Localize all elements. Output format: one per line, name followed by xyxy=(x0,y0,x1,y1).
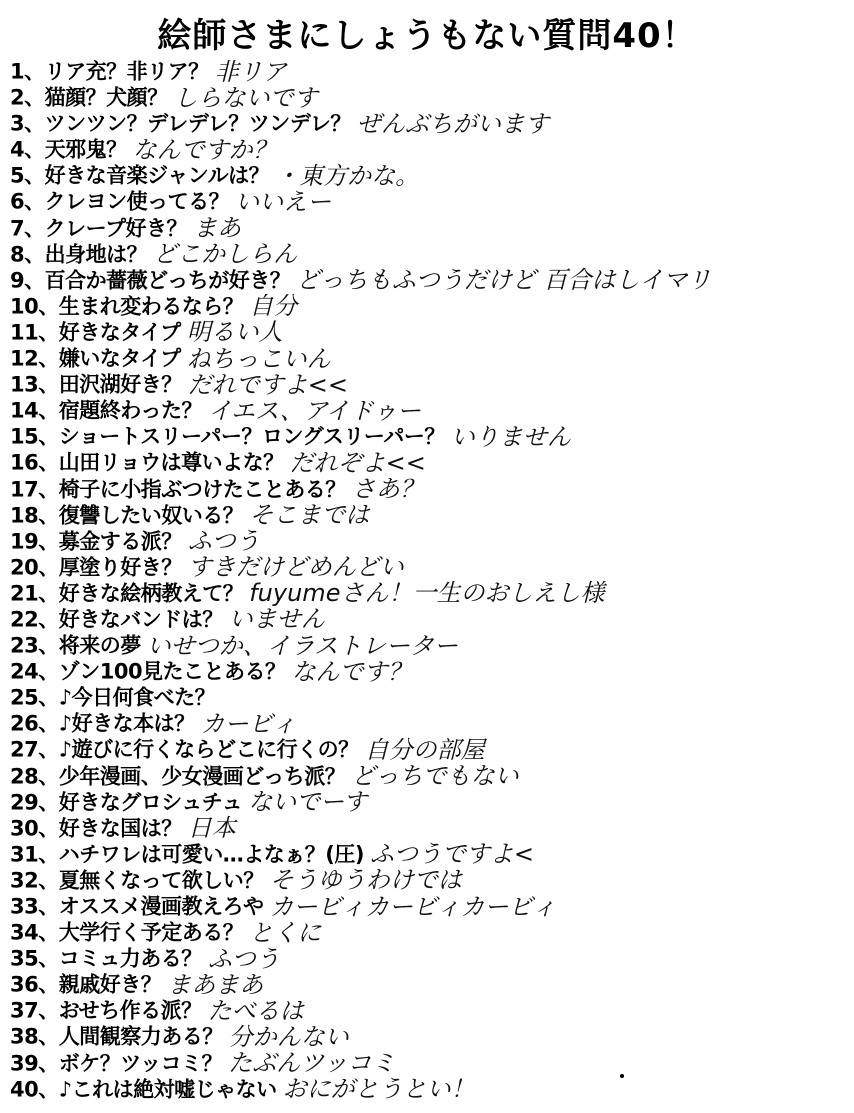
list-item xyxy=(10,188,850,214)
question-text: 16、山田リョウは尊いよな？ xyxy=(10,450,284,475)
list-item xyxy=(10,84,850,110)
answer-text: 明るい人 xyxy=(186,318,283,347)
question-text: 33、オススメ漫画教えろや xyxy=(10,894,264,919)
answer-text: ぜんぶちがいます xyxy=(356,109,549,138)
answer-text: そうゆうわけでは xyxy=(269,866,462,895)
answer-text: いいえー xyxy=(235,187,332,216)
answer-text: とくに xyxy=(249,918,322,947)
list-item xyxy=(10,1023,850,1049)
list-item xyxy=(10,397,850,423)
page-title: 絵師さまにしょうもない質問40！ xyxy=(157,16,697,56)
answer-text: 自分の部屋 xyxy=(364,735,485,764)
question-text: 28、少年漫画、少女漫画どっち派？ xyxy=(10,764,346,789)
list-item xyxy=(10,945,850,971)
list-item xyxy=(10,1076,850,1102)
question-text: 34、大学行く予定ある？ xyxy=(10,920,244,945)
list-item xyxy=(10,345,850,371)
answer-text: いません xyxy=(228,605,325,634)
question-text: 26、♪好きな本は？ xyxy=(10,711,195,736)
answer-text: たぶんツッコミ xyxy=(228,1049,396,1078)
question-text: 2、猫顔？犬顔？ xyxy=(10,85,168,110)
question-text: 36、親戚好き？ xyxy=(10,972,162,997)
list-item xyxy=(10,319,850,345)
answer-text: ・東方かな。 xyxy=(275,161,420,190)
answer-text: 分かんない xyxy=(228,1022,349,1051)
question-text: 7、クレープ好き？ xyxy=(10,216,188,241)
answer-text: いりません xyxy=(450,422,571,451)
list-item xyxy=(10,606,850,632)
question-text: 40、♪これは絶対嘘じゃない xyxy=(10,1077,277,1102)
list-item xyxy=(10,423,850,449)
question-text: 39、ボケ？ツッコミ？ xyxy=(10,1051,223,1076)
list-item xyxy=(10,580,850,606)
answer-text: さあ？ xyxy=(351,475,424,503)
answer-text: 非リア xyxy=(214,57,287,86)
list-item xyxy=(10,476,850,502)
question-text: 24、ゾン100見たことある？ xyxy=(10,659,286,684)
question-text: 17、椅子に小指ぶつけたことある？ xyxy=(10,477,346,501)
question-text: 19、募金する派？ xyxy=(10,529,182,554)
list-item xyxy=(10,815,850,841)
answer-text: なんですか？ xyxy=(132,135,277,164)
question-text: 14、宿題終わった？ xyxy=(10,398,203,423)
answer-text: おにがとうとい！ xyxy=(282,1075,475,1104)
answer-text: そこまでは xyxy=(249,501,370,530)
list-item xyxy=(10,971,850,997)
question-text: 20、厚塗り好き？ xyxy=(10,555,182,580)
list-item xyxy=(10,867,850,893)
answer-text: ふつう xyxy=(187,527,260,556)
list-item xyxy=(10,632,850,658)
answer-text: ふつうですよ< xyxy=(369,840,535,869)
list-item xyxy=(10,241,850,267)
answer-text: イエス、アイドゥー xyxy=(208,396,422,425)
question-text: 22、好きなバンドは？ xyxy=(10,607,223,632)
list-item xyxy=(10,736,850,762)
stray-dot xyxy=(620,1074,624,1078)
list-item xyxy=(10,136,850,162)
question-text: 9、百合か薔薇どっちが好き？ xyxy=(10,268,291,293)
question-text: 18、復讐したい奴いる？ xyxy=(10,503,244,528)
list-item xyxy=(10,371,850,397)
list-item xyxy=(10,110,850,136)
answer-text: カービィカービィカービィ xyxy=(269,892,557,921)
question-text: 30、好きな国は？ xyxy=(10,816,182,841)
question-text: 8、出身地は？ xyxy=(10,242,148,267)
list-item xyxy=(10,658,850,684)
question-text: 31、ハチワレは可愛い…よなぁ？(圧) xyxy=(10,842,364,867)
list-item xyxy=(10,997,850,1023)
question-text: 25、♪今日何食べた？ xyxy=(10,685,216,710)
question-text: 29、好きなグロシュチュ xyxy=(10,790,243,815)
question-text: 10、生まれ変わるなら？ xyxy=(10,294,244,319)
question-text: 21、好きな絵柄教えて？ xyxy=(10,581,244,606)
question-text: 35、コミュ力ある？ xyxy=(10,946,202,971)
list-item xyxy=(10,502,850,528)
answer-text: まあ xyxy=(193,214,242,243)
question-text: 37、おせち作る派？ xyxy=(10,998,202,1023)
list-item xyxy=(10,162,850,188)
list-item xyxy=(10,293,850,319)
answer-text: だれぞよ<< xyxy=(289,448,426,477)
answer-text: ないでーす xyxy=(248,788,367,817)
list-item xyxy=(10,919,850,945)
question-text: 4、天邪鬼？ xyxy=(10,137,127,162)
answer-text: どこかしらん xyxy=(153,240,298,269)
list-item xyxy=(10,710,850,736)
list-item xyxy=(10,449,850,475)
answer-text: どっちでもない xyxy=(351,762,519,791)
list-item xyxy=(10,215,850,241)
question-text: 13、田沢湖好き？ xyxy=(10,372,182,397)
answer-text: カービィ xyxy=(200,709,297,738)
list-item xyxy=(10,554,850,580)
list-item xyxy=(10,58,850,84)
question-text: 11、好きなタイプ xyxy=(10,320,181,345)
answer-text: fuyumeさん！一生のおしえし様 xyxy=(249,579,605,608)
answer-text: すきだけどめんどい xyxy=(187,553,404,582)
list-item xyxy=(10,763,850,789)
list-item xyxy=(10,789,850,815)
question-text: 12、嫌いなタイプ xyxy=(10,346,181,371)
question-text: 15、ショートスリーパー？ロングスリーパー？ xyxy=(10,424,445,449)
question-text: 5、好きな音楽ジャンルは？ xyxy=(10,163,270,188)
answer-text: しらないです xyxy=(173,83,318,112)
answer-text: だれですよ<< xyxy=(187,370,348,399)
list-item xyxy=(10,893,850,919)
list-item xyxy=(10,841,850,867)
list-item xyxy=(10,684,850,710)
question-text: 27、♪遊びに行くならどこに行くの？ xyxy=(10,737,359,762)
question-list xyxy=(10,58,850,1102)
answer-text: たべるは xyxy=(207,996,304,1025)
question-text: 23、将来の夢 xyxy=(10,633,141,658)
list-item xyxy=(10,267,850,293)
answer-text: 日本 xyxy=(187,814,236,843)
question-text: 6、クレヨン使ってる？ xyxy=(10,189,230,214)
answer-text: ねちっこいん xyxy=(186,344,331,373)
answer-text: 自分 xyxy=(249,292,298,321)
answer-text: どっちもふつうだけど 百合はしイマリ xyxy=(296,266,712,295)
question-text: 32、夏無くなって欲しい？ xyxy=(10,868,264,893)
answer-text: まあまあ xyxy=(167,970,264,999)
answer-text: いせつか、イラストレーター xyxy=(146,631,459,660)
question-text: 3、ツンツン？デレデレ？ツンデレ？ xyxy=(10,111,351,136)
answer-text: なんです？ xyxy=(291,657,412,686)
list-item xyxy=(10,528,850,554)
answer-text: ふつう xyxy=(207,944,280,973)
question-text: 38、人間観察力ある？ xyxy=(10,1024,223,1049)
list-item xyxy=(10,1050,850,1076)
question-text: 1、リア充？非リア？ xyxy=(10,59,209,84)
